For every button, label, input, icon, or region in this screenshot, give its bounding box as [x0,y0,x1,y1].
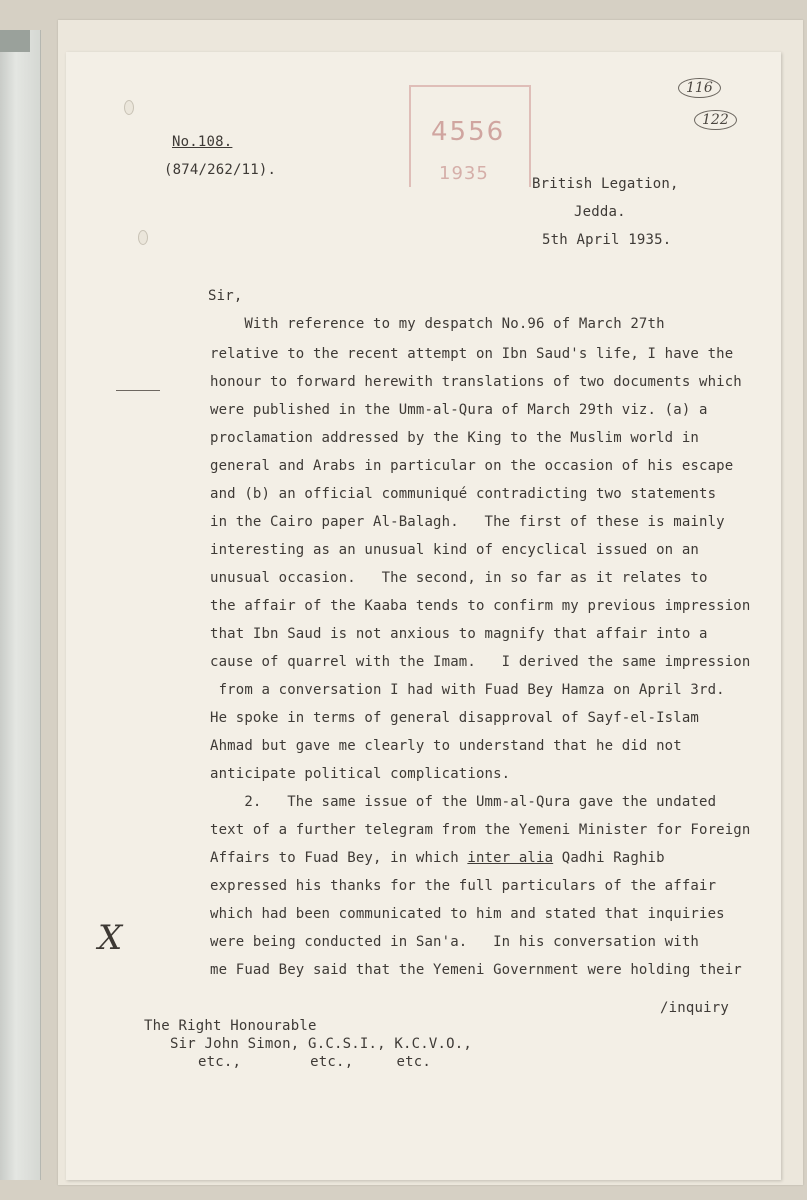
body-line: cause of quarrel with the Imam. I derived the same impression [210,654,751,670]
binder-tab [0,30,30,52]
salutation: Sir, [208,288,243,304]
margin-dash [116,390,160,391]
body-line [210,850,665,866]
despatch-number: No.108. [172,134,233,150]
body-line: that Ibn Saud is not anxious to magnify that affair into a [210,626,708,642]
addressee-name: Sir John Simon, G.C.S.I., K.C.V.O., [170,1036,473,1052]
body-line: unusual occasion. The second, in so far as it relates to [210,570,708,586]
letter-page [66,52,781,1180]
body-line: text of a further telegram from the Yemeni Minister for Foreign [210,822,751,838]
body-line: the affair of the Kaaba tends to confirm my previous impression [210,598,751,614]
body-line: 2. The same issue of the Umm-al-Qura gave the undated [210,794,717,810]
punch-hole [138,230,148,245]
body-line: were being conducted in San'a. In his conversation with [210,934,699,950]
body-line: general and Arabs in particular on the occasion of his escape [210,458,734,474]
registry-stamp [409,85,531,187]
margin-cross-mark: X [98,918,123,958]
punch-hole [124,100,134,115]
addressee-title: The Right Honourable [144,1018,317,1034]
body-line: in the Cairo paper Al-Balagh. The first of these is mainly [210,514,725,530]
body-line: from a conversation I had with Fuad Bey Hamza on April 3rd. [210,682,725,698]
body-line: relative to the recent attempt on Ibn Saud's life, I have the [210,346,734,362]
body-line: honour to forward herewith translations of two documents which [210,374,742,390]
latin-phrase: inter alia [467,850,554,866]
body-line: interesting as an unusual kind of encyclical issued on an [210,542,699,558]
body-line: expressed his thanks for the full particulars of the affair [210,878,717,894]
stamp-number: 4556 [431,117,506,147]
stamp-year: 1935 [439,163,489,184]
body-line-start: Affairs to Fuad Bey, in which [210,850,468,866]
body-line-end: Qadhi Raghib [553,850,665,866]
body-line: He spoke in terms of general disapproval of Sayf-el-Islam [210,710,699,726]
body-line: and (b) an official communiqué contradicting two statements [210,486,717,502]
body-line: me Fuad Bey said that the Yemeni Government were holding their [210,962,742,978]
catchword: /inquiry [660,1000,730,1016]
sender-place: British Legation, [532,176,679,192]
file-reference: (874/262/11). [164,162,277,178]
addressee-etc: etc., etc., etc. [198,1054,431,1070]
body-line: anticipate political complications. [210,766,511,782]
body-line: which had been communicated to him and stated that inquiries [210,906,725,922]
folio-number-top: 116 [678,78,721,98]
body-line: proclamation addressed by the King to the Muslim world in [210,430,699,446]
body-line: With reference to my despatch No.96 of March 27th [210,316,665,332]
binder-strip [0,30,41,1180]
folio-number: 122 [694,110,737,130]
body-line: were published in the Umm-al-Qura of March 29th viz. (a) a [210,402,708,418]
sender-city: Jedda. [574,204,626,220]
letter-date: 5th April 1935. [542,232,672,248]
body-line: Ahmad but gave me clearly to understand that he did not [210,738,682,754]
